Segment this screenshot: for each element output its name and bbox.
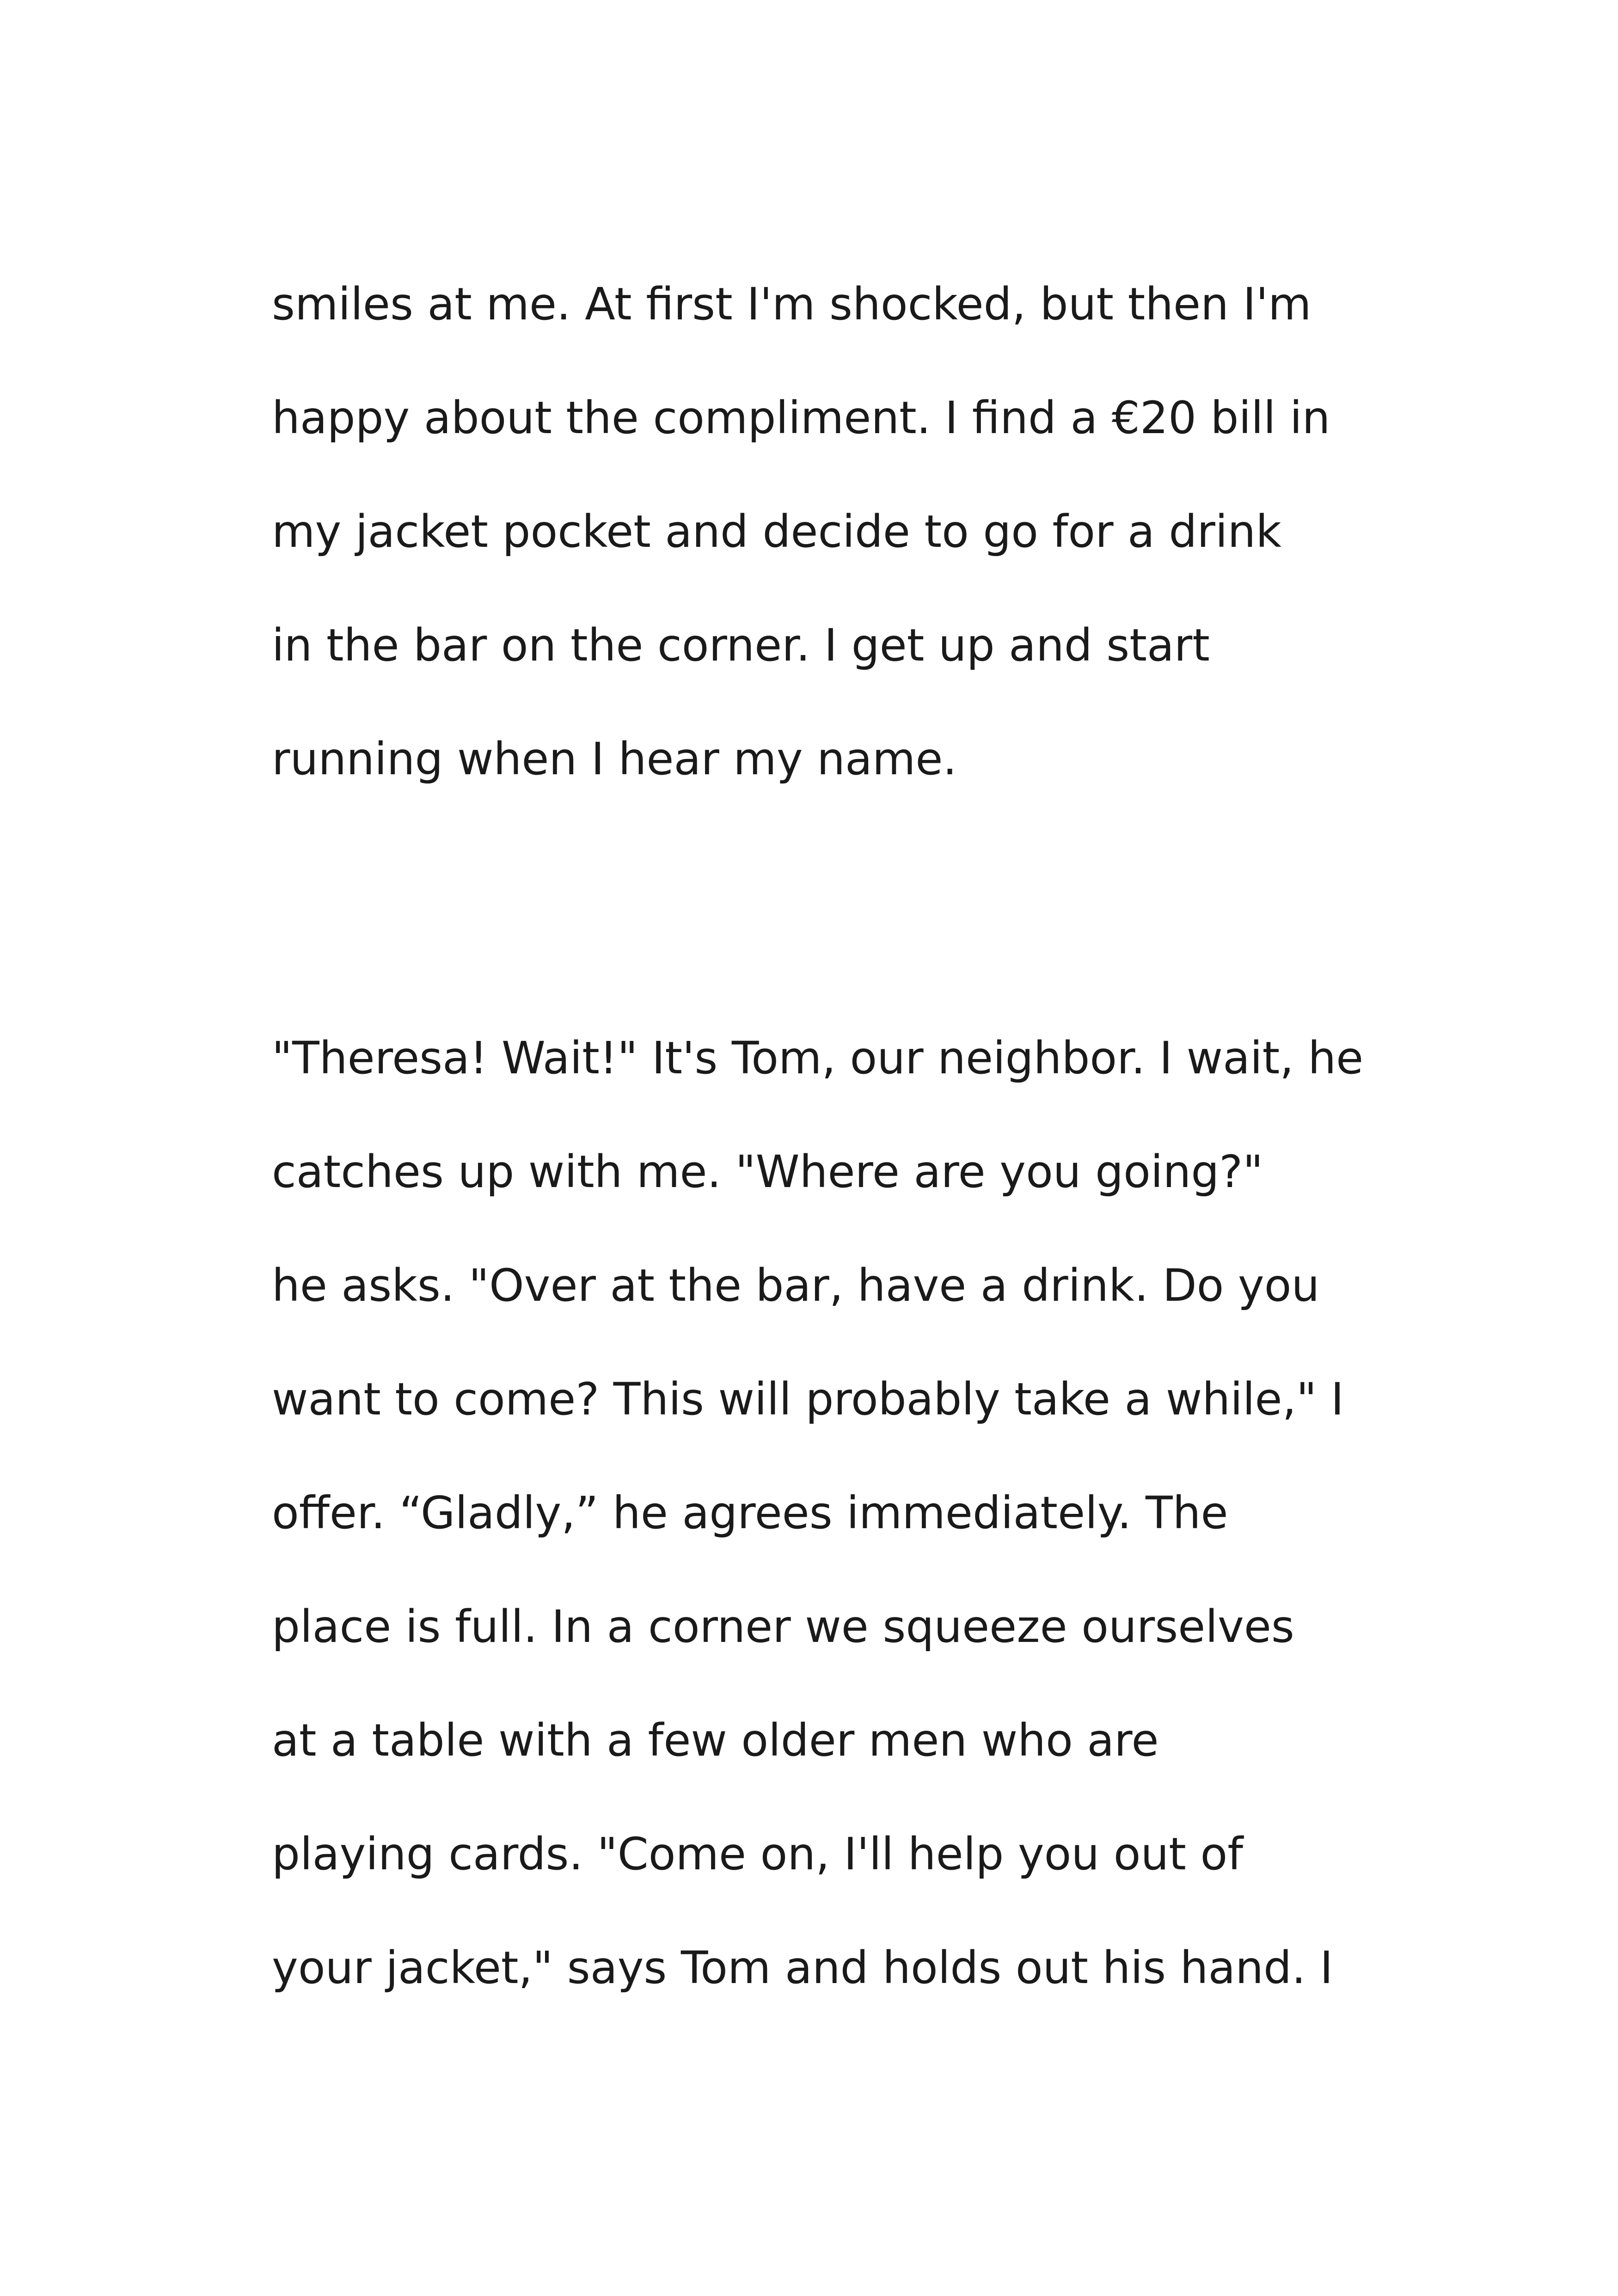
- text-line: smiles at me. At first I'm shocked, but then I'm: [272, 278, 1312, 330]
- text-line: offer. “Gladly,” he agrees immediately. The: [272, 1487, 1228, 1539]
- text-line: "Theresa! Wait!" It's Tom, our neighbor. I wait, he: [272, 1032, 1364, 1084]
- text-line: happy about the compliment. I find a €20 bill in: [272, 392, 1330, 444]
- text-line: at a table with a few older men who are: [272, 1714, 1159, 1766]
- text-line: place is full. In a corner we squeeze ourselves: [272, 1601, 1294, 1653]
- text-line: playing cards. "Come on, I'll help you out of: [272, 1828, 1243, 1880]
- text-line: your jacket," says Tom and holds out his hand. I: [272, 1942, 1333, 1994]
- text-line: catches up with me. "Where are you going?": [272, 1146, 1263, 1198]
- text-line: he asks. "Over at the bar, have a drink. Do you: [272, 1260, 1320, 1311]
- text-line: my jacket pocket and decide to go for a drink: [272, 506, 1281, 557]
- text-line: want to come? This will probably take a while," I: [272, 1373, 1344, 1425]
- text-line: running when I hear my name.: [272, 733, 957, 785]
- text-line: in the bar on the corner. I get up and start: [272, 619, 1210, 671]
